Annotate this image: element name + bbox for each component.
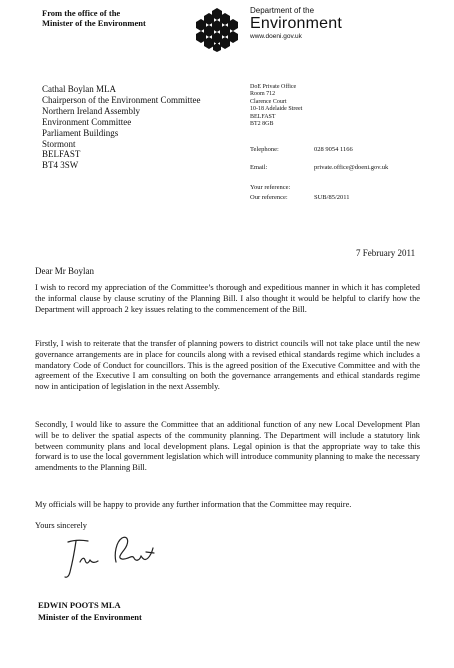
sender-office-address (250, 84, 302, 128)
department-line-1: Department of the (250, 6, 315, 15)
office-address-line: BT2 8GB (250, 121, 274, 128)
recipient-line: Environment Committee (42, 116, 132, 127)
recipient-line: Parliament Buildings (42, 127, 119, 138)
office-address-line: Clarence Court (250, 98, 287, 105)
recipient-line: Northern Ireland Assembly (42, 105, 140, 116)
office-line-1: From the office of the (42, 8, 121, 18)
our-reference-label: Our reference: (250, 194, 288, 201)
recipient-address (42, 84, 200, 171)
office-header (42, 8, 146, 28)
department-logo-icon (196, 8, 238, 52)
salutation: Dear Mr Boylan (35, 266, 94, 276)
paragraph-3: Secondly, I would like to assure the Committee that an additional function of any new Local Development Plan will be to deliver the spatial aspects of the community planning. The Department will include a statutory link between community plans and local development plans. Legal opinion is that the appropriate way to take this forward is to use the local government legislation which will introduce community planning to make the necessary amendments to the Planning Bill. (35, 420, 420, 473)
email-label: Email: (250, 164, 268, 171)
department-line-2: Environment (250, 15, 343, 32)
recipient-line: Chairperson of the Environment Committee (42, 94, 201, 105)
department-url: www.doeni.gov.uk (250, 33, 302, 40)
signer-name: EDWIN POOTS MLA (38, 600, 121, 610)
signer-title: Minister of the Environment (38, 612, 142, 622)
office-address-line: 10-18 Adelaide Street (250, 106, 303, 113)
your-reference-label: Your reference: (250, 184, 291, 191)
recipient-line: Cathal Boylan MLA (42, 84, 116, 94)
telephone-label: Telephone: (250, 146, 279, 153)
recipient-line: Stormont (42, 138, 76, 149)
office-address-line: Room 712 (250, 91, 276, 98)
email-value: private.office@doeni.gov.uk (314, 164, 389, 171)
signature (62, 528, 162, 580)
recipient-line: BT4 3SW (42, 160, 79, 171)
paragraph-4: My officials will be happy to provide any further information that the Committee may require. (35, 500, 352, 509)
recipient-line: BELFAST (42, 149, 81, 160)
department-header (250, 6, 342, 41)
office-address-line: BELFAST (250, 113, 276, 120)
paragraph-2: Firstly, I wish to reiterate that the transfer of planning powers to district councils will not take place until the new governance arrangements are in place for councils along with a revised ethical standards regime which includes a mandatory Code of Conduct for councillors. This is the agreed position of the Executive Committee and with the agreement of the Executive I am consulting on both the governance arrangements and ethical standards regime now in anticipation of legislation in the next Assembly. (35, 339, 420, 392)
paragraph-1: I wish to record my appreciation of the Committee’s thorough and expeditious manner in which it has completed the informal clause by clause scrutiny of the Planning Bill. I also thought it would be helpful to clarify how the Department will approach 2 key issues relating to the commencement of the Bill. (35, 283, 420, 314)
our-reference-value: SUB/85/2011 (314, 194, 350, 201)
closing: Yours sincerely (35, 521, 87, 530)
telephone-value: 028 9054 1166 (314, 146, 353, 153)
office-address-line: DoE Private Office (250, 84, 297, 90)
letter-date: 7 February 2011 (356, 248, 416, 258)
office-line-2: Minister of the Environment (42, 18, 146, 28)
